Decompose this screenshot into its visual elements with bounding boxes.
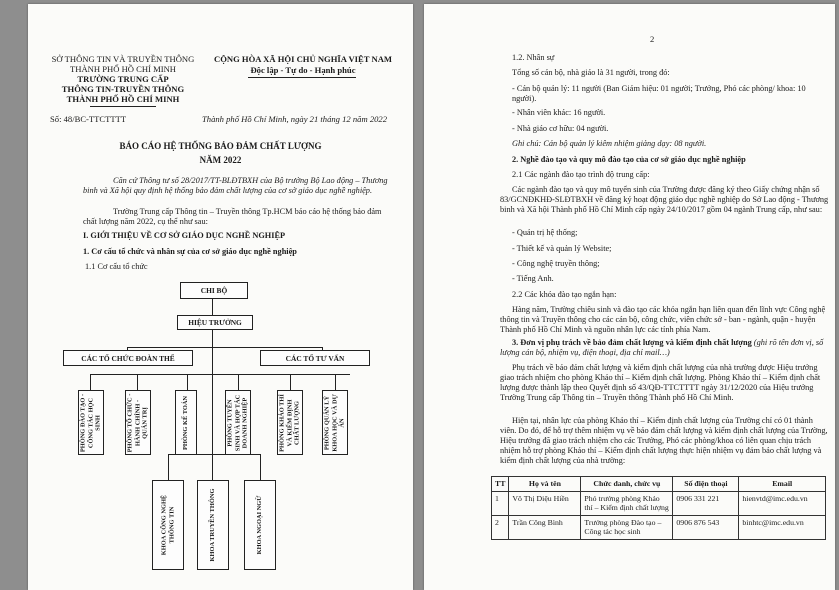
school-line-2: THÔNG TIN-TRUYỀN THÔNG: [61, 84, 185, 94]
section-2-1-heading: 2.1 Các ngành đào tạo trình độ trung cấp:: [512, 170, 650, 179]
section-2-1-text: Các ngành đào tạo và quy mô tuyển sinh của Trường được đăng ký theo Giấy chứng nhận số 83/GCNĐKHĐ-SLĐTBXH về đăng ký hoạt động giáo dục nghề nghiệp do Sở Lao động - Thương binh và Xã hội Thành phố Hồ Chí Minh cấp ngày 24/10/2017 gồm 04 ngành Trung cấp, như sau:: [500, 185, 829, 214]
section-3-paragraph-1: Phụ trách về bảo đảm chất lượng và kiểm định chất lượng của nhà trường được Hiệu trưởng giao trách nhiệm cho phòng Khảo thí – Kiểm định chất lượng. Phòng Khảo thí – Kiểm định chất lượng được thành lập theo Quyết định số 43/QĐ-TTCTTTT ngày 31/12/2020 của Hiệu trưởng Trường Trung cấp Thông tin – Truyền thông Thành phố Hồ Chí Minh.: [500, 363, 821, 402]
table-header-row: [492, 477, 826, 492]
header-tt: TT: [492, 477, 509, 492]
dept-science: PHÒNG QUẢN LÝ KHOA HỌC VÀ DỰ ÁN: [322, 390, 348, 455]
org-principal: HIỆU TRƯỞNG: [177, 315, 253, 330]
section-2-2-heading: 2.2 Các khóa đào tạo ngắn hạn:: [512, 290, 617, 299]
national-motto: Độc lập - Tự do - Hạnh phúc: [250, 65, 356, 75]
org-party-cell: CHI BỘ: [180, 282, 248, 299]
dept-training: PHÒNG ĐÀO TẠO - CÔNG TÁC HỌC SINH: [78, 390, 104, 455]
document-number: Số: 48/BC-TTCTTTT: [50, 114, 127, 124]
report-year: NĂM 2022: [199, 155, 242, 165]
header-rule-left: [90, 106, 156, 107]
section-2-2-text: Hàng năm, Trường chiêu sinh và đào tạo các khóa ngắn hạn liên quan đến lĩnh vực Công nghệ thông tin và Truyền thông cho các cán bộ, công chức, viên chức sở - ban - ngành, quận - huyện Thành phố Hồ Chí Minh và nguồn nhân lực các tỉnh phía Nam.: [500, 305, 826, 334]
nation-title: CỘNG HÒA XÃ HỘI CHỦ NGHĨA VIỆT NAM: [213, 54, 393, 64]
table-row: 1 Võ Thị Diệu Hiền Phó trưởng phòng Khảo thí – Kiểm định chất lượng 0906 331 221 hienvtd@imc.edu.vn: [492, 491, 826, 515]
header-rule-right: [248, 77, 356, 78]
legal-basis: Căn cứ Thông tư số 28/2017/TT-BLĐTBXH của Bộ trưởng Bộ Lao động – Thương binh và Xã hội quy định hệ thống bảo đảm chất lượng của cơ sở giáo dục nghề nghiệp.: [83, 176, 388, 195]
header-title: Chức danh, chức vụ: [581, 477, 673, 492]
org-mass-organizations: CÁC TỔ CHỨC ĐOÀN THỂ: [63, 350, 193, 366]
staff-managers: - Cán bộ quản lý: 11 người (Ban Giám hiệu: 01 người; Trưởng, Phó các phòng/ khoa: 10 người).: [512, 84, 806, 103]
major-4: - Tiếng Anh.: [512, 274, 554, 283]
staff-employees: - Nhân viên khác: 16 người.: [512, 108, 606, 117]
school-line-3: THÀNH PHỐ HỒ CHÍ MINH: [66, 94, 180, 104]
section-1-2-heading: 1.2. Nhân sự: [512, 53, 555, 62]
section-1-heading: I. GIỚI THIỆU VỀ CƠ SỞ GIÁO DỤC NGHỀ NGHIỆP: [83, 231, 286, 240]
agency-line-1: SỞ THÔNG TIN VÀ TRUYỀN THÔNG: [51, 54, 195, 64]
section-1-1-heading: 1. Cơ cấu tổ chức và nhân sự của cơ sở giáo dục nghề nghiệp: [83, 247, 297, 256]
staff-note: Ghi chú: Cán bộ quản lý kiêm nhiệm giảng dạy: 08 người.: [512, 139, 707, 148]
report-title: BÁO CÁO HỆ THỐNG BẢO ĐẢM CHẤT LƯỢNG: [119, 141, 322, 151]
qa-staff-table: [491, 476, 826, 540]
faculty-languages: KHOA NGOẠI NGỮ: [244, 480, 276, 570]
table-row: 2 Trần Công Bình Trưởng phòng Đào tạo – Công tác học sinh 0906 876 543 binhtc@imc.edu.vn: [492, 515, 826, 539]
major-3: - Công nghệ truyền thông;: [512, 259, 600, 268]
agency-line-2: THÀNH PHỐ HỒ CHÍ MINH: [70, 64, 176, 74]
section-2-heading: 2. Nghề đào tạo và quy mô đào tạo của cơ sở giáo dục nghề nghiệp: [512, 155, 746, 164]
dept-accounting: PHÒNG KẾ TOÁN: [175, 390, 197, 455]
staff-total: Tổng số cán bộ, nhà giáo là 31 người, trong đó:: [512, 68, 670, 77]
major-2: - Thiết kế và quản lý Website;: [512, 244, 612, 253]
school-line-1: TRƯỜNG TRUNG CẤP: [77, 74, 169, 84]
faculty-communication: KHOA TRUYỀN THÔNG: [197, 480, 229, 570]
major-1: - Quản trị hệ thống;: [512, 228, 578, 237]
header-name: Họ và tên: [509, 477, 581, 492]
header-email: Email: [739, 477, 826, 492]
place-date: Thành phố Hồ Chí Minh, ngày 21 tháng 12 năm 2022: [202, 114, 388, 124]
org-advisory-groups: CÁC TỔ TƯ VẤN: [260, 350, 370, 366]
dept-quality: PHÒNG KHẢO THÍ VÀ KIỂM ĐỊNH CHẤT LƯỢNG: [277, 390, 303, 455]
page-number: 2: [650, 34, 655, 44]
document-page-1: [28, 4, 413, 590]
faculty-it: KHOA CÔNG NGHỆ THÔNG TIN: [152, 480, 184, 570]
dept-admin: PHÒNG TỔ CHỨC - HÀNH CHÍNH - QUẢN TRỊ: [125, 390, 151, 455]
header-phone: Số điện thoại: [673, 477, 739, 492]
section-1-1-1-heading: 1.1 Cơ cấu tổ chức: [85, 262, 148, 271]
section-3-paragraph-2: Hiện tại, nhân lực của phòng Khảo thí – Kiểm định chất lượng của Trường chỉ có 01 thành viên. Do đó, để hỗ trợ thêm nhiệm vụ về bảo đảm chất lượng và kiểm định chất lượng của Trường, Hiệu trưởng đã giao trách nhiệm cho các Trưởng, Phó các phòng/khoa có liên quan chịu trách nhiệm hỗ trợ phòng Khảo thí – Kiểm định chất lượng thực hiện nhiệm vụ đảm bảo chất lượng và kiểm định chất lượng của nhà trường:: [500, 416, 828, 465]
intro-paragraph: Trường Trung cấp Thông tin – Truyền thông Tp.HCM báo cáo hệ thống bảo đảm chất lượng năm 2022, cụ thể như sau:: [83, 207, 382, 226]
section-3-heading: 3. Đơn vị phụ trách về bảo đảm chất lượng và kiểm định chất lượng (ghi rõ tên đơn vị, số lượng cán bộ, nhiệm vụ, điện thoại, địa chỉ mail…): [500, 338, 824, 357]
dept-enrollment: PHÒNG TUYỂN SINH VÀ HỢP TÁC DOANH NGHIỆP: [225, 390, 251, 455]
staff-teachers: - Nhà giáo cơ hữu: 04 người.: [512, 124, 609, 133]
document-page-2: [424, 4, 835, 590]
